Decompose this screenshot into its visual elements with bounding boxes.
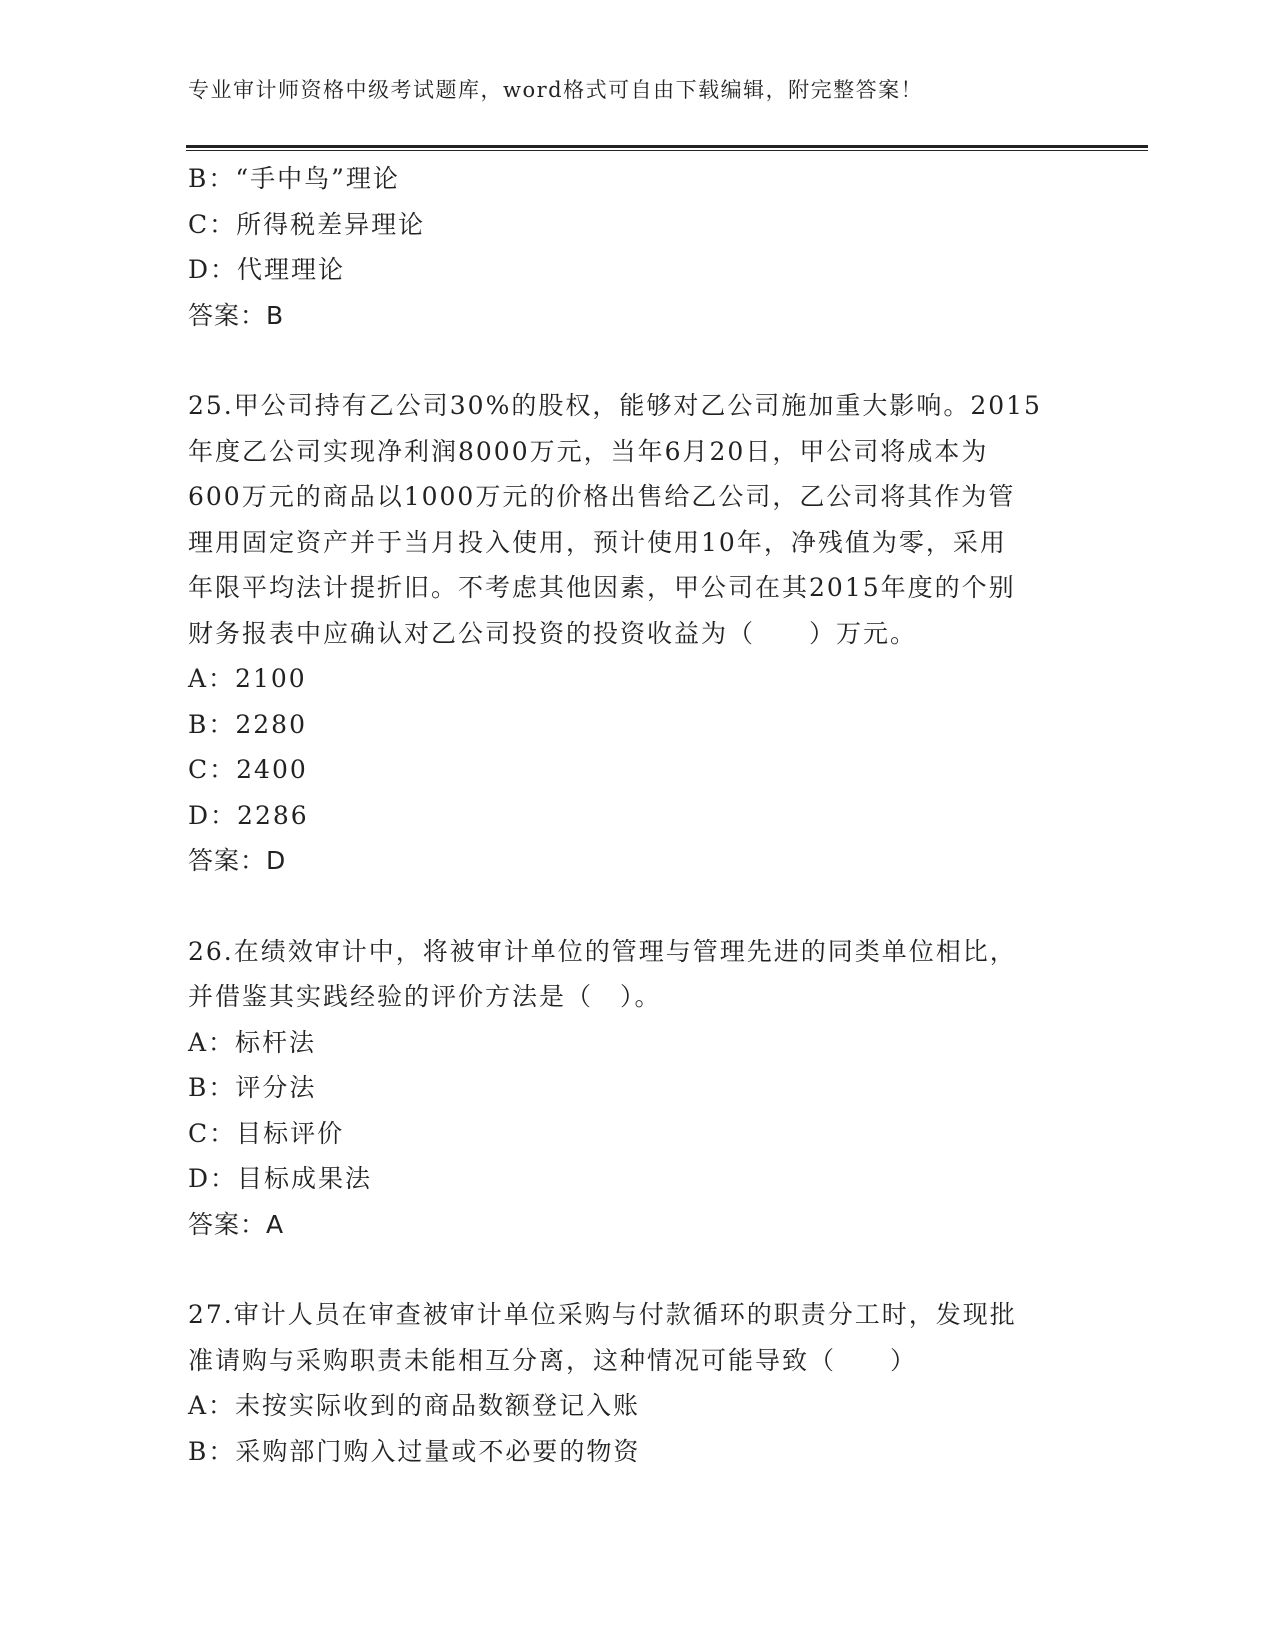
answer-line: 答案：D [188, 846, 287, 875]
question-text-line: 27.审计人员在审查被审计单位采购与付款循环的职责分工时，发现批 [188, 1300, 1017, 1329]
document-body [188, 156, 1088, 1474]
option-d: D：2286 [188, 800, 309, 830]
option-a: A：未按实际收到的商品数额登记入账 [188, 1391, 641, 1420]
option-b: B：采购部门购入过量或不必要的物资 [188, 1436, 641, 1466]
header-rule-thin [186, 150, 1148, 151]
option-b: B：“手中鸟”理论 [188, 164, 400, 193]
question-text-line: 26.在绩效审计中，将被审计单位的管理与管理先进的同类单位相比， [188, 936, 1017, 966]
header-rule-thick [186, 145, 1148, 148]
page-header: 专业审计师资格中级考试题库，word格式可自由下载编辑，附完整答案！ [188, 78, 924, 102]
option-c: C：2400 [188, 755, 308, 784]
answer-line: 答案：B [188, 300, 285, 330]
option-b: B：2280 [188, 709, 307, 739]
option-a: A：标杆法 [188, 1027, 317, 1057]
question-text-line: 并借鉴其实践经验的评价方法是（ ）。 [188, 982, 662, 1011]
question-text-line: 年限平均法计提折旧。不考虑其他因素，甲公司在其2015年度的个别 [188, 573, 1016, 602]
option-d: D：目标成果法 [188, 1164, 373, 1193]
question-text-line: 600万元的商品以1000万元的价格出售给乙公司，乙公司将其作为管 [188, 482, 1016, 511]
question-text-line: 年度乙公司实现净利润8000万元，当年6月20日，甲公司将成本为 [188, 436, 989, 466]
spacer [188, 1247, 1088, 1292]
question-25 [188, 383, 1088, 884]
question-text-line: 财务报表中应确认对乙公司投资的投资收益为（ ）万元。 [188, 618, 918, 648]
spacer [188, 338, 1088, 383]
question-24-continued [188, 156, 1088, 338]
option-a: A：2100 [188, 664, 307, 693]
question-26 [188, 929, 1088, 1248]
spacer [188, 884, 1088, 929]
answer-line: 答案：A [188, 1209, 285, 1239]
question-27 [188, 1292, 1088, 1474]
option-d: D：代理理论 [188, 255, 346, 284]
option-b: B：评分法 [188, 1073, 317, 1102]
option-c: C：所得税差异理论 [188, 209, 426, 239]
question-text-line: 理用固定资产并于当月投入使用，预计使用10年，净残值为零，采用 [188, 527, 1007, 557]
question-text-line: 25.甲公司持有乙公司30%的股权，能够对乙公司施加重大影响。2015 [188, 391, 1042, 420]
question-text-line: 准请购与采购职责未能相互分离，这种情况可能导致（ ） [188, 1345, 918, 1375]
option-c: C：目标评价 [188, 1118, 345, 1148]
